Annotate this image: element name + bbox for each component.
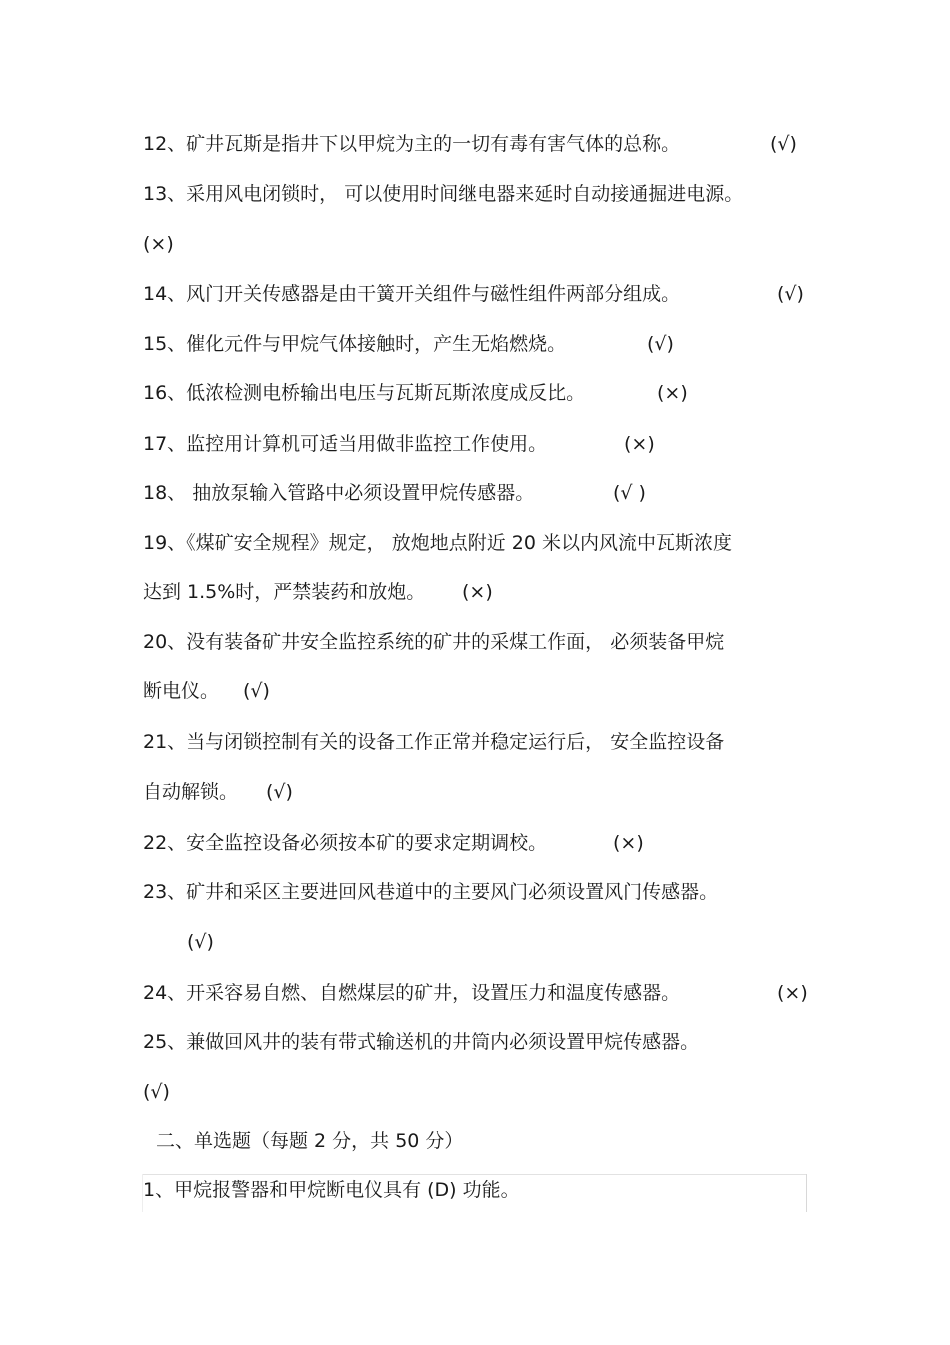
item-24-answer: (×) <box>777 982 808 1004</box>
item-25-text: 25、兼做回风井的装有带式输送机的井筒内必须设置甲烷传感器。 <box>143 1031 700 1053</box>
item-14-answer: (√) <box>777 283 804 305</box>
item-12-answer: (√) <box>770 133 797 155</box>
item-19-text: 19、《煤矿安全规程》规定， 放炮地点附近 20 米以内风流中瓦斯浓度 <box>143 532 732 554</box>
item-20-text-cont: 断电仪。 <box>143 680 220 702</box>
item-21-text: 21、当与闭锁控制有关的设备工作正常并稳定运行后， 安全监控设备 <box>143 731 725 753</box>
item-20-text: 20、没有装备矿井安全监控系统的矿井的采煤工作面， 必须装备甲烷 <box>143 631 725 653</box>
question-box-right-border <box>806 1174 807 1212</box>
item-22-answer: (×) <box>613 832 644 854</box>
item-18-text: 18、 抽放泵输入管路中必须设置甲烷传感器。 <box>143 482 535 504</box>
question-1-text: 1、甲烷报警器和甲烷断电仪具有 (D) 功能。 <box>143 1179 520 1201</box>
item-23-text: 23、矿井和采区主要进回风巷道中的主要风门必须设置风门传感器。 <box>143 881 719 903</box>
item-23-answer: (√) <box>187 931 214 953</box>
item-16-text: 16、低浓检测电桥输出电压与瓦斯瓦斯浓度成反比。 <box>143 382 586 404</box>
item-15-answer: (√) <box>647 333 674 355</box>
question-box-top-border <box>143 1174 807 1175</box>
item-17-text: 17、监控用计算机可适当用做非监控工作使用。 <box>143 433 548 455</box>
item-24-text: 24、开采容易自燃、自燃煤层的矿井，设置压力和温度传感器。 <box>143 982 681 1004</box>
item-12-text: 12、矿井瓦斯是指井下以甲烷为主的一切有毒有害气体的总称。 <box>143 133 681 155</box>
item-19-answer: (×) <box>462 581 493 603</box>
item-13-text: 13、采用风电闭锁时， 可以使用时间继电器来延时自动接通掘进电源。 <box>143 183 744 205</box>
item-14-text: 14、风门开关传感器是由干簧开关组件与磁性组件两部分组成。 <box>143 283 681 305</box>
item-16-answer: (×) <box>657 382 688 404</box>
item-21-text-cont: 自动解锁。 <box>143 781 239 803</box>
item-25-answer: (√) <box>143 1081 170 1103</box>
item-13-answer: (×) <box>143 233 174 255</box>
item-21-answer: (√) <box>266 781 293 803</box>
item-20-answer: (√) <box>243 680 270 702</box>
item-22-text: 22、安全监控设备必须按本矿的要求定期调校。 <box>143 832 548 854</box>
item-18-answer: (√ ) <box>613 482 646 504</box>
item-15-text: 15、催化元件与甲烷气体接触时，产生无焰燃烧。 <box>143 333 567 355</box>
section-heading: 二、单选题（每题 2 分，共 50 分） <box>156 1130 464 1152</box>
item-17-answer: (×) <box>624 433 655 455</box>
item-19-text-cont: 达到 1.5%时，严禁装药和放炮。 <box>143 581 426 603</box>
